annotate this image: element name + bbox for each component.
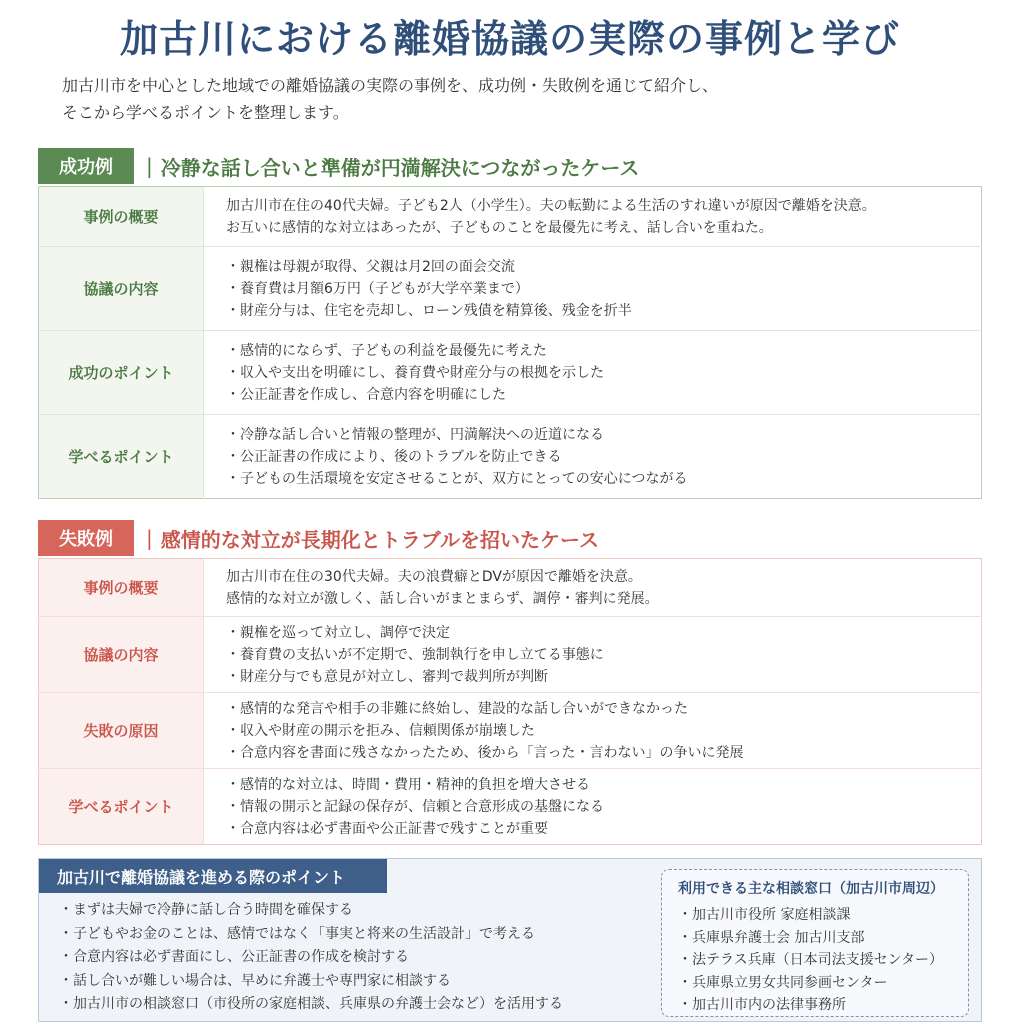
content-line: ・養育費の支払いが不定期で、強制執行を申し立てる事態に — [226, 646, 604, 663]
content-line: お互いに感情的な対立はあったが、子どものことを最優先に考え、話し合いを重ねた。 — [226, 219, 773, 236]
row-content — [204, 769, 982, 845]
page-title: 加古川における離婚協議の実際の事例と学び — [120, 16, 901, 61]
row-label-success-points: 成功のポイント — [39, 331, 204, 415]
table-row — [39, 415, 982, 499]
intro-line: 加古川市を中心とした地域での離婚協議の実際の事例を、成功例・失敗例を通じて紹介し、 — [62, 76, 719, 95]
content-line: ・養育費は月額6万円（子どもが大学卒業まで） — [226, 280, 529, 297]
intro-line: そこから学べるポイントを整理します。 — [62, 103, 349, 122]
title-divider: | — [146, 526, 153, 550]
table-row — [39, 559, 982, 617]
failure-tag: 失敗例 — [38, 520, 134, 556]
list-item: ・まずは夫婦で冷静に話し合う時間を確保する — [59, 902, 353, 918]
failure-title — [146, 520, 599, 556]
failure-section-header — [38, 520, 988, 556]
points-title: 加古川で離婚協議を進める際のポイント — [39, 859, 387, 893]
row-label-failure-causes: 失敗の原因 — [39, 693, 204, 769]
row-label-agreement: 協議の内容 — [39, 247, 204, 331]
row-label-overview: 事例の概要 — [39, 187, 204, 247]
list-item: ・加古川市内の法律事務所 — [678, 997, 846, 1013]
row-content — [204, 415, 982, 499]
consultation-box — [661, 869, 969, 1017]
points-list — [59, 899, 659, 1017]
success-tag: 成功例 — [38, 148, 134, 184]
content-line: ・情報の開示と記録の保存が、信頼と合意形成の基盤になる — [226, 798, 604, 815]
content-line: ・財産分与は、住宅を売却し、ローン残債を精算後、残金を折半 — [226, 302, 632, 319]
content-line: ・感情的な発言や相手の非難に終始し、建設的な話し合いができなかった — [226, 700, 688, 717]
consultation-list — [678, 904, 943, 1017]
table-row — [39, 693, 982, 769]
content-line: ・親権は母親が取得、父親は月2回の面会交流 — [226, 258, 515, 275]
content-line: ・収入や財産の開示を拒み、信頼関係が崩壊した — [226, 722, 535, 739]
row-label-agreement: 協議の内容 — [39, 617, 204, 693]
list-item: ・兵庫県弁護士会 加古川支部 — [678, 929, 865, 946]
content-line: ・公正証書を作成し、合意内容を明確にした — [226, 386, 506, 403]
list-item: ・加古川市役所 家庭相談課 — [678, 907, 851, 923]
content-line: 加古川市在住の40代夫婦。子ども2人（小学生）。夫の転勤による生活のすれ違いが原因で離婚を決意。 — [226, 197, 876, 214]
row-content — [204, 559, 982, 617]
row-content — [204, 693, 982, 769]
content-line: ・親権を巡って対立し、調停で決定 — [226, 624, 450, 641]
failure-case-table — [38, 558, 982, 845]
row-label-lessons: 学べるポイント — [39, 769, 204, 845]
content-line: ・子どもの生活環境を安定させることが、双方にとっての安心につながる — [226, 470, 688, 487]
content-line: ・感情的な対立は、時間・費用・精神的負担を増大させる — [226, 776, 590, 793]
content-line: ・合意内容を書面に残さなかったため、後から「言った・言わない」の争いに発展 — [226, 744, 744, 761]
content-line: ・合意内容は必ず書面や公正証書で残すことが重要 — [226, 820, 548, 837]
content-line: ・感情的にならず、子どもの利益を最優先に考えた — [226, 342, 547, 359]
points-box — [38, 858, 982, 1022]
list-item: ・合意内容は必ず書面にし、公正証書の作成を検討する — [59, 949, 409, 965]
content-line: ・財産分与でも意見が対立し、審判で裁判所が判断 — [226, 668, 548, 685]
content-line: ・冷静な話し合いと情報の整理が、円満解決への近道になる — [226, 426, 604, 443]
content-line: ・公正証書の作成により、後のトラブルを防止できる — [226, 448, 562, 465]
list-item: ・加古川市の相談窓口（市役所の家庭相談、兵庫県の弁護士会など）を活用する — [59, 996, 563, 1012]
title-divider: | — [146, 154, 153, 178]
content-line: ・収入や支出を明確にし、養育費や財産分与の根拠を示した — [226, 364, 604, 381]
content-line: 感情的な対立が激しく、話し合いがまとまらず、調停・審判に発展。 — [226, 590, 659, 607]
row-content — [204, 617, 982, 693]
success-title — [146, 148, 639, 184]
success-section-header — [38, 148, 988, 184]
row-content — [204, 247, 982, 331]
table-row — [39, 331, 982, 415]
list-item: ・子どもやお金のことは、感情ではなく「事実と将来の生活設計」で考える — [59, 925, 535, 942]
table-row — [39, 769, 982, 845]
table-row — [39, 247, 982, 331]
table-row — [39, 187, 982, 247]
table-row — [39, 617, 982, 693]
row-label-overview: 事例の概要 — [39, 559, 204, 617]
list-item: ・話し合いが難しい場合は、早めに弁護士や専門家に相談する — [59, 972, 451, 989]
consultation-title: 利用できる主な相談窓口（加古川市周辺） — [678, 881, 944, 897]
success-title-text: 冷静な話し合いと準備が円満解決につながったケース — [160, 155, 640, 180]
intro-text — [62, 72, 962, 126]
failure-title-text: 感情的な対立が長期化とトラブルを招いたケース — [160, 527, 599, 552]
content-line: 加古川市在住の30代夫婦。夫の浪費癖とDVが原因で離婚を決意。 — [226, 568, 642, 585]
row-label-lessons: 学べるポイント — [39, 415, 204, 499]
row-content — [204, 331, 982, 415]
success-case-table — [38, 186, 982, 499]
list-item: ・法テラス兵庫（日本司法支援センター） — [678, 952, 944, 968]
list-item: ・兵庫県立男女共同参画センター — [678, 974, 888, 991]
row-content — [204, 187, 982, 247]
